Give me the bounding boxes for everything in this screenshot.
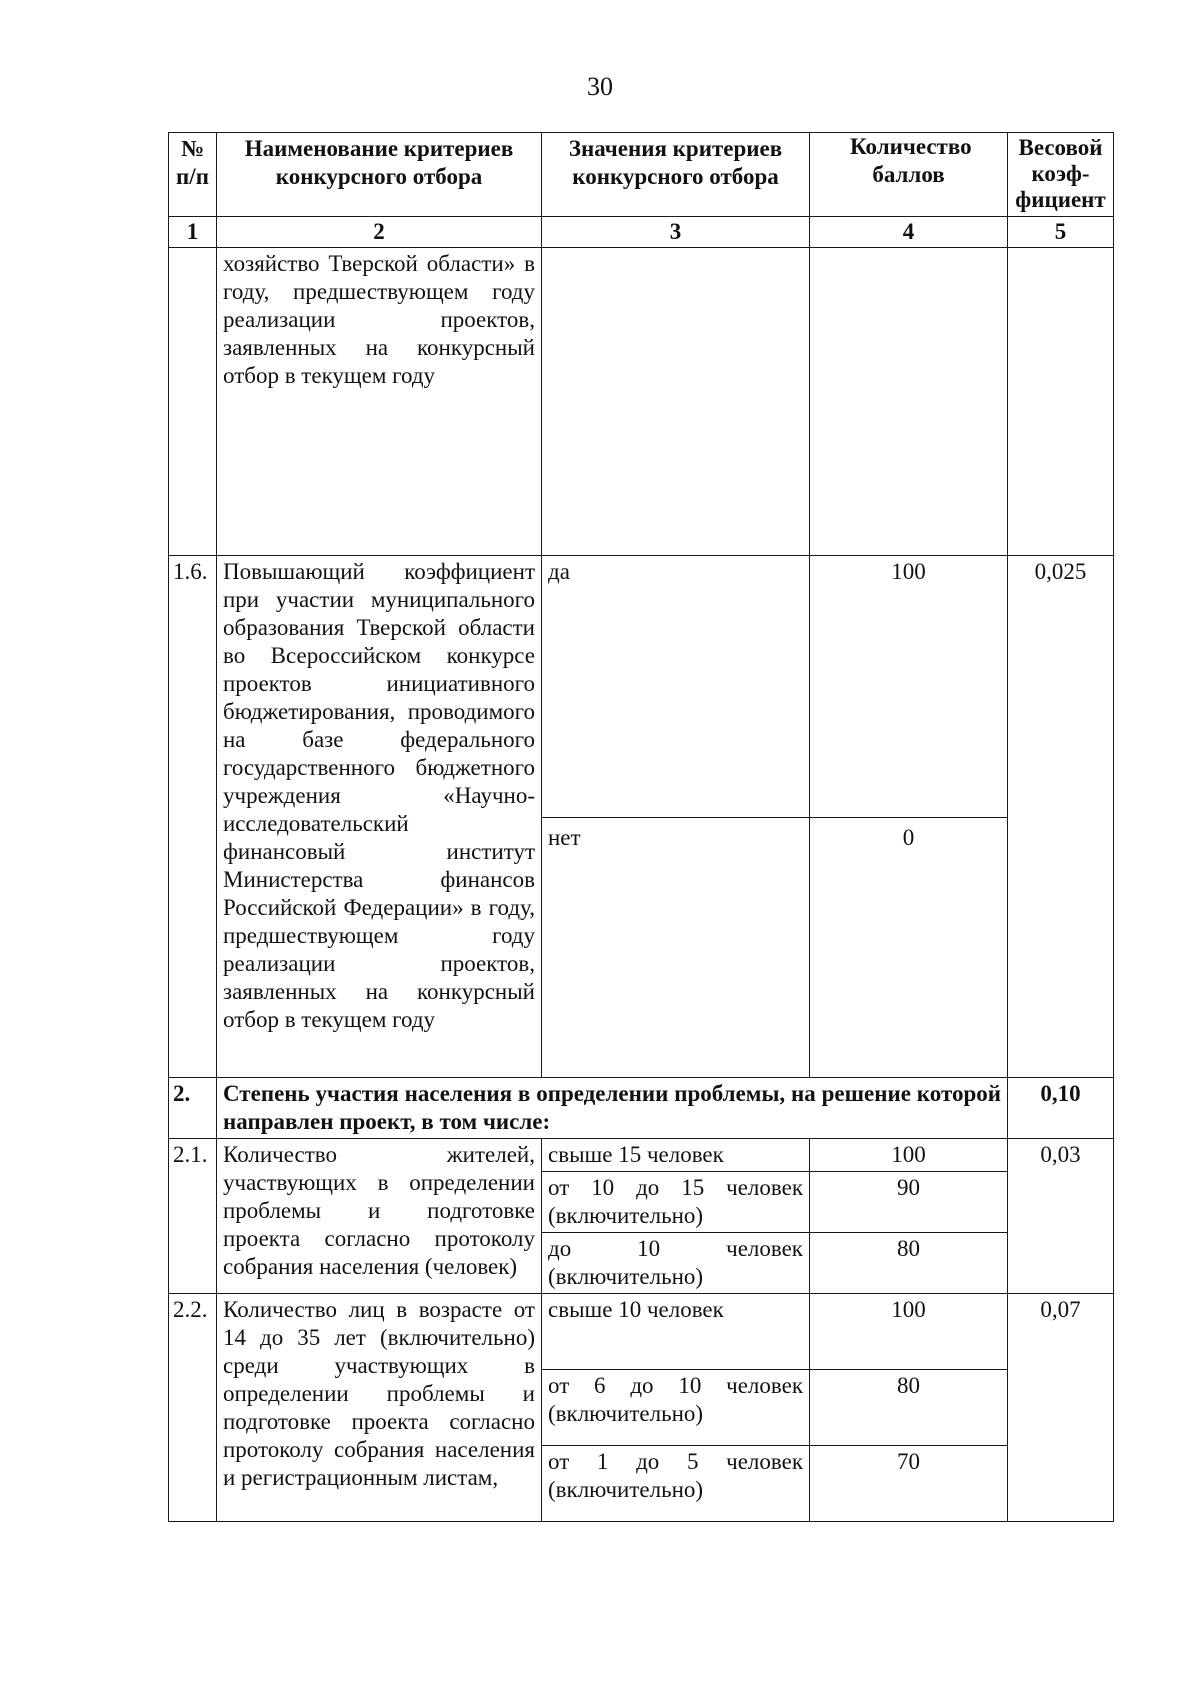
row-number: 2.2.: [169, 1294, 217, 1522]
row-number: 2.: [169, 1078, 217, 1139]
header-criteria-value: Значения критериев конкурсного отбора: [542, 133, 810, 217]
column-number: 3: [542, 217, 810, 248]
criterion-value: до 10 человек (включительно): [542, 1233, 810, 1294]
column-number: 1: [169, 217, 217, 248]
header-weight: Весовой коэф- фициент: [1008, 133, 1114, 217]
criterion-value: от 10 до 15 человек (включительно): [542, 1172, 810, 1233]
header-points: Количество баллов: [810, 133, 1008, 217]
row-number: 2.1.: [169, 1139, 217, 1294]
criterion-name: Повышающий коэффициент при участии муниципального образования Тверской области во Всероссийском конкурсе проектов инициативного бюджетирования, проводимого на базе федерального государственного бюджетного учреждения «Научно-исследовательский финансовый институт Министерства финансов Российской Федерации» в году, предшествующем году реализации проектов, заявленных на конкурсный отбор в текущем году: [217, 556, 542, 1078]
criterion-weight: 0,10: [1008, 1078, 1114, 1139]
criterion-name: Степень участия населения в определении проблемы, на решение которой направлен проект, в том числе:: [217, 1078, 1008, 1139]
criterion-points: 70: [810, 1446, 1008, 1522]
column-number: 4: [810, 217, 1008, 248]
table-row: [169, 1139, 1114, 1172]
criterion-weight: 0,025: [1008, 556, 1114, 1078]
criterion-weight: 0,03: [1008, 1139, 1114, 1294]
column-numbers-row: [169, 217, 1114, 248]
table-row: [169, 248, 1114, 556]
criterion-value: свыше 15 человек: [542, 1139, 810, 1172]
criterion-weight: [1008, 248, 1114, 556]
criterion-weight: 0,07: [1008, 1294, 1114, 1522]
criterion-value: нет: [542, 818, 810, 1078]
criterion-name: Количество лиц в возрасте от 14 до 35 лет (включительно) среди участвующих в определении проблемы и подготовке проекта согласно протоколу собрания населения и регистрационным листам,: [217, 1294, 542, 1522]
header-criteria-name: Наименование критериев конкурсного отбора: [217, 133, 542, 217]
column-number: 2: [217, 217, 542, 248]
page-number: 30: [587, 72, 613, 101]
header-row: [169, 133, 1114, 217]
table-row: [169, 1078, 1114, 1139]
row-number: 1.6.: [169, 556, 217, 1078]
criterion-points: 100: [810, 556, 1008, 818]
header-num: № п/п: [169, 133, 217, 217]
criterion-value: свыше 10 человек: [542, 1294, 810, 1370]
criterion-value: от 6 до 10 человек (включительно): [542, 1370, 810, 1446]
criterion-points: 100: [810, 1294, 1008, 1370]
criterion-points: 80: [810, 1370, 1008, 1446]
column-number: 5: [1008, 217, 1114, 248]
criterion-points: 0: [810, 818, 1008, 1078]
criterion-points: 90: [810, 1172, 1008, 1233]
criterion-name: хозяйство Тверской области» в году, предшествующем году реализации проектов, заявленных на конкурсный отбор в текущем году: [217, 248, 542, 556]
table-row: [169, 1294, 1114, 1370]
criterion-value: от 1 до 5 человек (включительно): [542, 1446, 810, 1522]
criterion-points: 100: [810, 1139, 1008, 1172]
row-number: [169, 248, 217, 556]
criteria-table: [168, 132, 1114, 1522]
table-row: [169, 556, 1114, 818]
criterion-value: да: [542, 556, 810, 818]
criterion-points: [810, 248, 1008, 556]
criterion-name: Количество жителей, участвующих в определении проблемы и подготовке проекта согласно протоколу собрания населения (человек): [217, 1139, 542, 1294]
criterion-points: 80: [810, 1233, 1008, 1294]
criterion-value: [542, 248, 810, 556]
